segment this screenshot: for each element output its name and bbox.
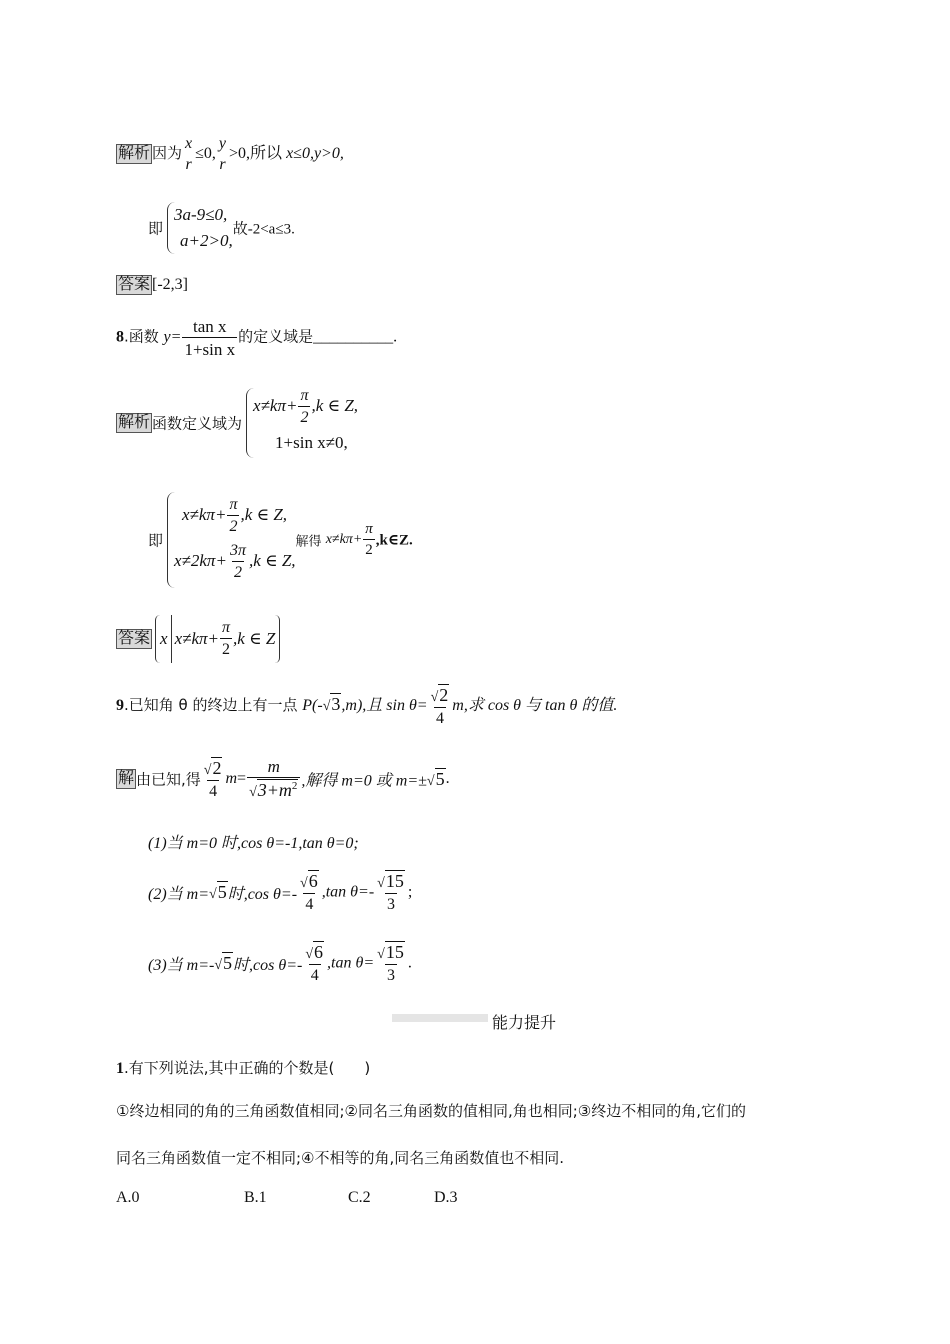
jie-tag: 解 [118, 770, 135, 787]
fraction-tan-over-sin: $\frac{\text{tan x}}{\text{1+sin x}}$ [184, 317, 236, 359]
section-band [392, 1014, 488, 1022]
question-1-stem: 1.有下列说法,其中正确的个数是( ) [116, 1059, 371, 1077]
option-a[interactable]: A.0 [116, 1189, 140, 1206]
set-bar [171, 615, 172, 663]
sqrt-3: √3 [322, 694, 341, 715]
daan-tag: 答案 [118, 276, 151, 293]
fraction-sqrt2-over-4: $\frac{√2}{4}$ [430, 685, 449, 727]
solution-9-line1: 解 由已知,得 $\frac{√2}{4}$ m= $\frac{m}{√3+m^2}$ ,解得 m=0 或 m=±√5. [118, 757, 450, 800]
solution-8-line2: 即 x≠kπ+ $\frac{\pi}{2}$ ,k ∈ Z, x≠2kπ+ $\frac{3\pi}{2}$ ,k ∈ Z, 解得 x≠kπ+ $\frac{\pi}{2}$ ,k∈Z. [148, 492, 413, 588]
solution-8-line1: 解析 函数定义域为 x≠kπ+ $\frac{\pi}{2}$ ,k ∈ Z, 1+sin x≠0, [116, 388, 358, 458]
option-c[interactable]: C.2 [348, 1189, 371, 1206]
jiexi-tag: 解析 [118, 414, 151, 431]
section-title: 能力提升 [492, 1013, 557, 1032]
set-brace-right [275, 615, 280, 663]
question-9: 9.已知角 θ 的终边上有一点 P(-√3,m),且 sin θ= $\frac{√2}{4}$ m,求 cos θ 与 tan θ 的值. [116, 685, 618, 727]
answer-8: 答案 x x≠kπ+ $\frac{\pi}{2}$ ,k ∈ Z [116, 615, 280, 663]
solution-9-case3: (3)当 m=-√5时,cos θ=- $\frac{√6}{4}$ ,tan θ= $\frac{√15}{3}$ . [148, 942, 412, 984]
daan-tag: 答案 [118, 630, 151, 647]
question-1-body-line2: 同名三角函数值一定不相同;④不相等的角,同名三角函数值也不相同. [116, 1149, 565, 1167]
system-brace: x≠kπ+ $\frac{\pi}{2}$ ,k ∈ Z, x≠2kπ+ $\frac{3\pi}{2}$ ,k ∈ Z, [167, 492, 296, 588]
jiexi-tag: 解析 [118, 145, 151, 163]
option-d[interactable]: D.3 [434, 1189, 458, 1206]
answer-7: 答案 [-2,3] [118, 276, 188, 293]
solution-7-line2: 即 3a-9≤0, a+2>0, 故-2<a≤3. [148, 202, 295, 254]
question-1-body-line1: ①终边相同的角的三角函数值相同;②同名三角函数的值相同,角也相同;③终边不相同的角,它们的 [116, 1102, 746, 1120]
question-8: 8.函数 y= $\frac{\text{tan x}}{\text{1+sin x}}$ 的定义域是__________. [116, 317, 398, 359]
solution-9-case1: (1)当 m=0 时,cos θ=-1,tan θ=0; [148, 835, 359, 852]
solution-7-line1: 解析 因为 x r ≤0, y r >0,所以 x≤0,y>0, [118, 135, 344, 173]
option-b[interactable]: B.1 [244, 1189, 267, 1206]
solution-9-case2: (2)当 m=√5时,cos θ=- $\frac{√6}{4}$ ,tan θ=- $\frac{√15}{3}$ ; [148, 871, 413, 913]
system-brace: 3a-9≤0, a+2>0, [167, 202, 233, 254]
fraction-y-over-r: y r [218, 135, 227, 173]
fraction-x-over-r: x r [185, 135, 193, 173]
system-brace: x≠kπ+ $\frac{\pi}{2}$ ,k ∈ Z, 1+sin x≠0, [246, 388, 358, 458]
